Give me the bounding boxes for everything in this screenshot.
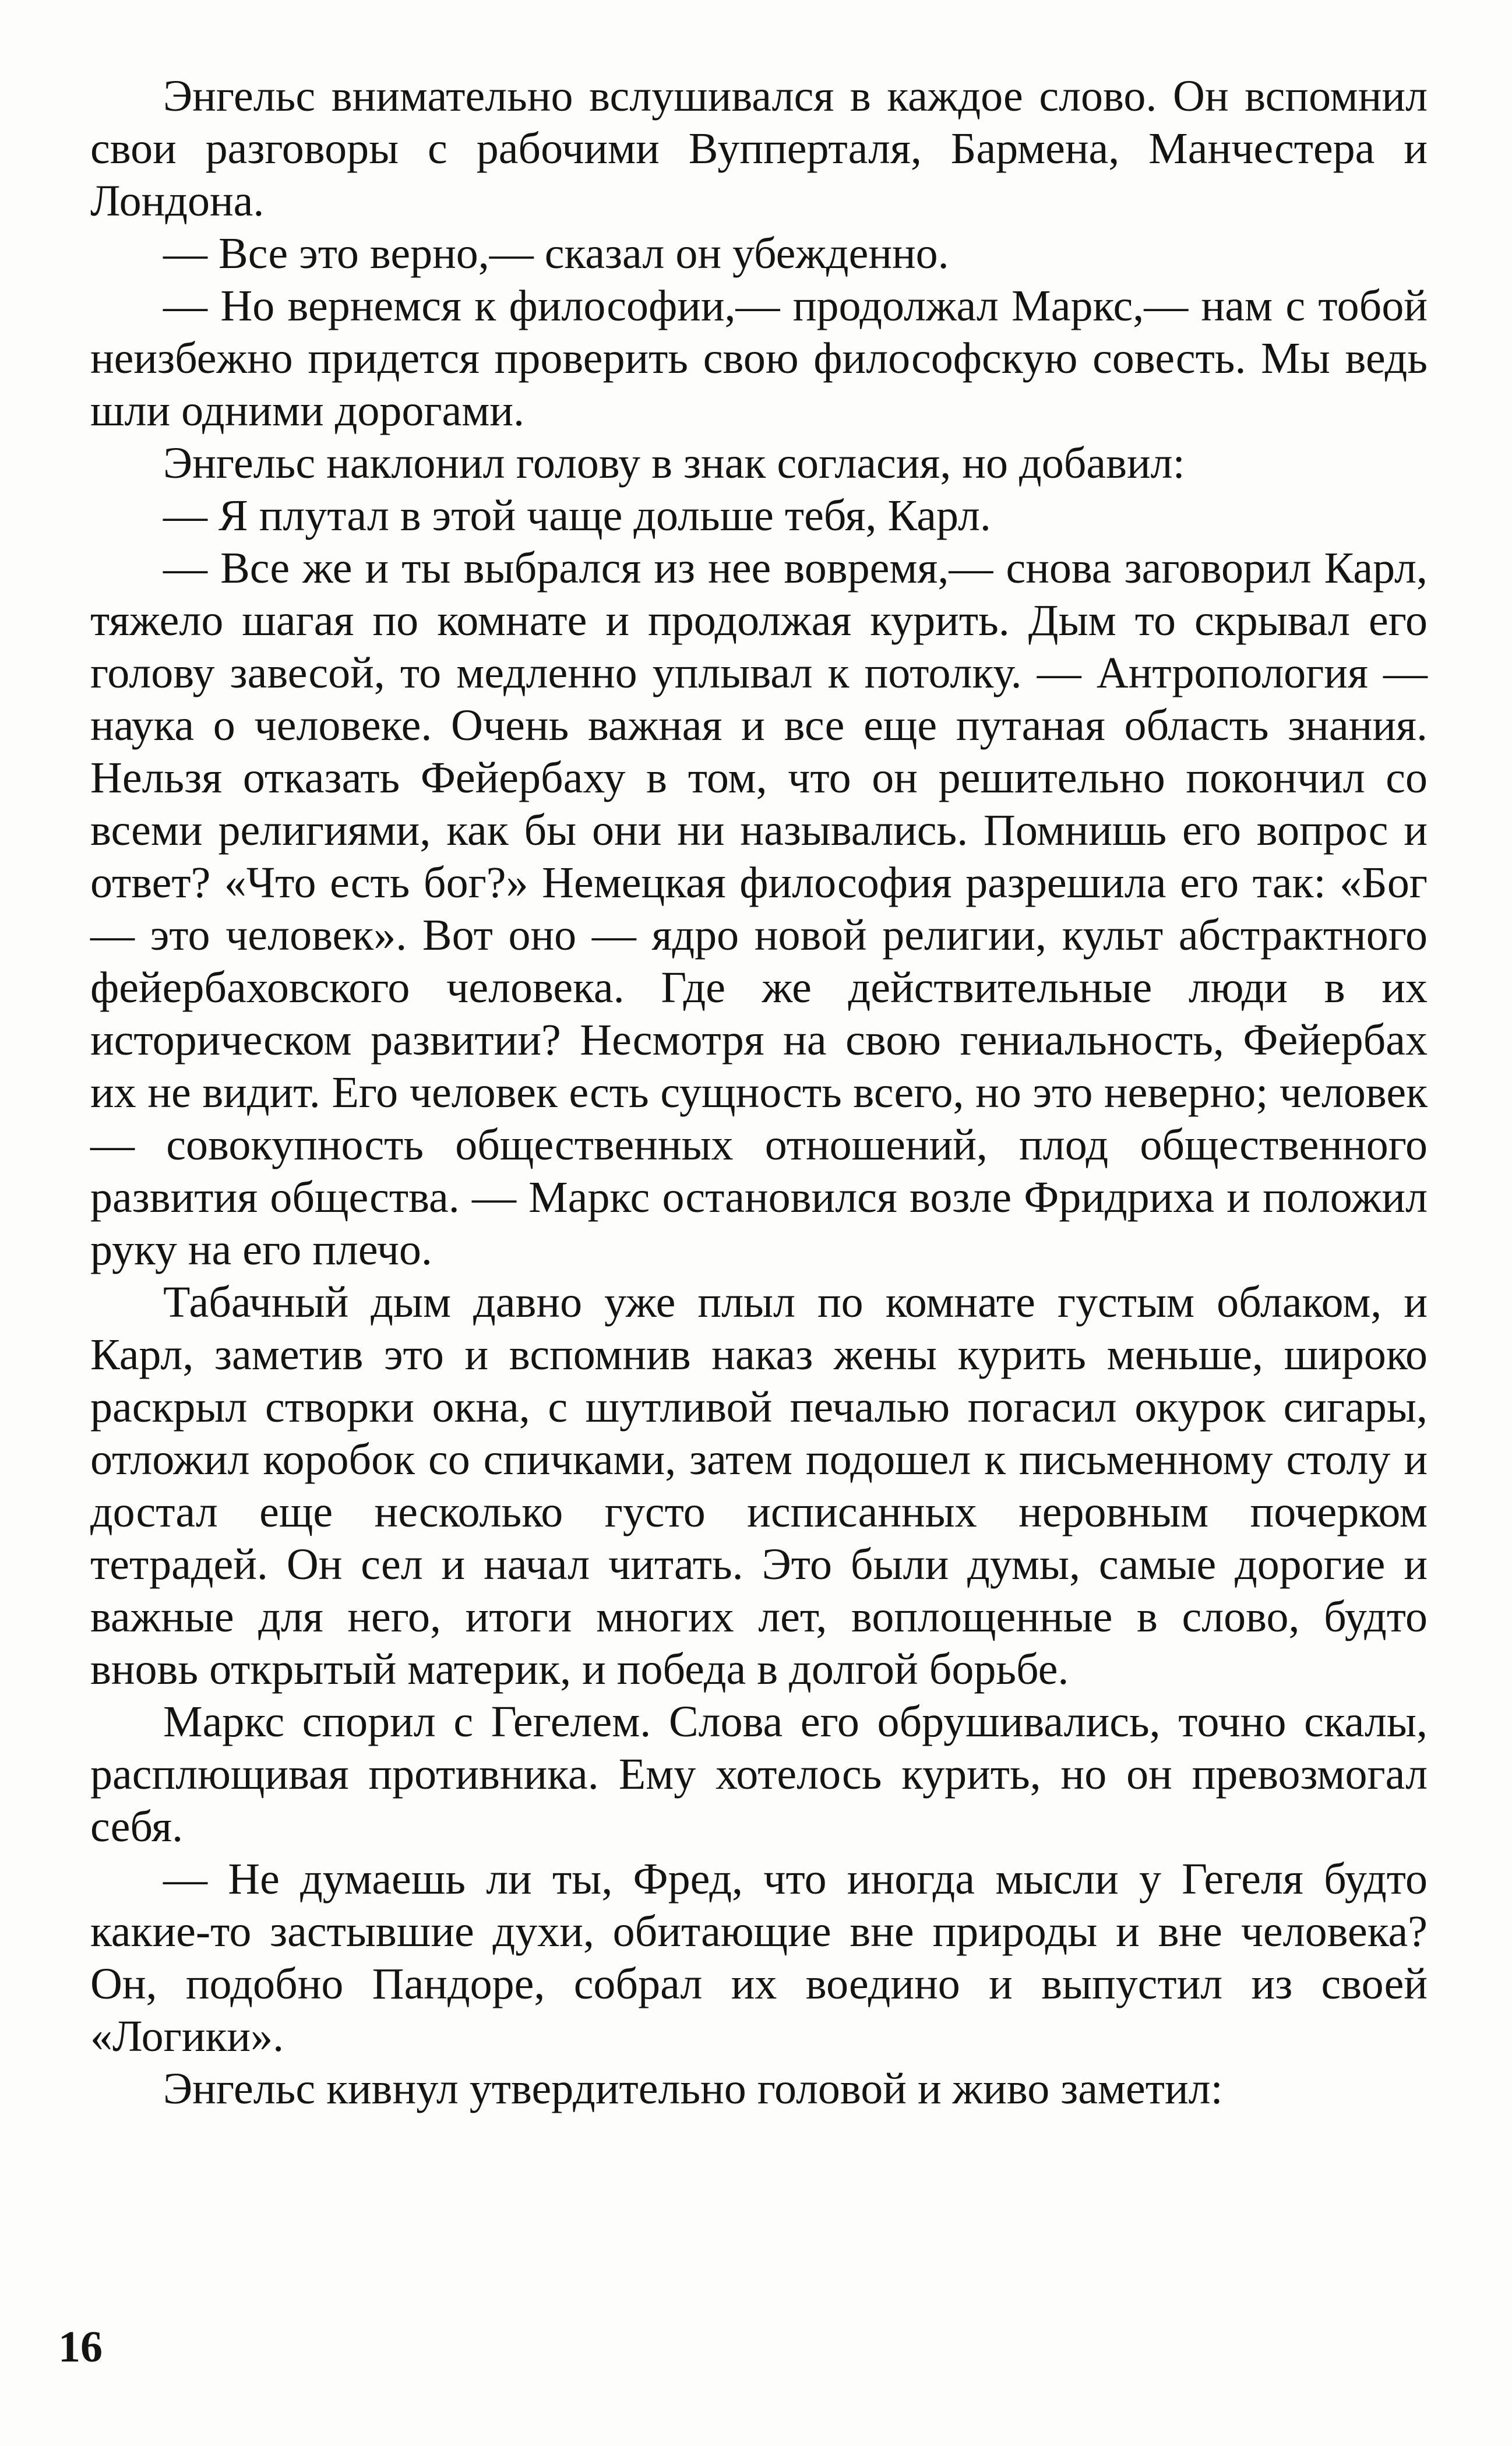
paragraph: Энгельс наклонил голову в знак согласия, но добавил: bbox=[163, 439, 1185, 488]
paragraph: — Я плутал в этой чаще дольше тебя, Карл. bbox=[163, 491, 991, 540]
paragraph: Энгельс кивнул утвердительно головой и живо заметил: bbox=[163, 2064, 1223, 2113]
page-number: 16 bbox=[58, 2322, 103, 2371]
paragraph: — Все это верно,— сказал он убежденно. bbox=[163, 229, 949, 278]
paragraph: — Но вернемся к философии,— продолжал Маркс,— нам с тобой неизбежно придется проверить свою философскую совесть. Мы ведь шли одними дорогами. bbox=[90, 281, 1428, 435]
paragraph: Энгельс внимательно вслушивался в каждое слово. Он вспомнил свои разговоры с рабочими Вупперталя, Бармена, Манчестера и Лондона. bbox=[90, 72, 1428, 225]
paragraph: — Не думаешь ли ты, Фред, что иногда мысли у Гегеля будто какие-то застывшие духи, обитающие вне природы и вне человека? Он, подобно Пандоре, собрал их воедино и выпустил из своей «Логики». bbox=[90, 1855, 1428, 2061]
paragraph: Табачный дым давно уже плыл по комнате густым облаком, и Карл, заметив это и вспомнив наказ жены курить меньше, широко раскрыл створки окна, с шутливой печалью погасил окурок сигары, отложил коробок со спичками, затем подошел к письменному столу и достал еще несколько густо исписанных неровным почерком тетрадей. Он сел и начал читать. Это были думы, самые дорогие и важные для него, итоги многих лет, воплощенные в слово, будто вновь открытый материк, и победа в долгой борьбе. bbox=[90, 1278, 1428, 1694]
body-text bbox=[90, 70, 1428, 2115]
paragraph: — Все же и ты выбрался из нее вовремя,— снова заговорил Карл, тяжело шагая по комнате и продолжая курить. Дым то скрывал его голову завесой, то медленно уплывал к потолку. — Антропология — наука о человеке. Очень важная и все еще путаная область знания. Нельзя отказать Фейербаху в том, что он решительно покончил со всеми религиями, как бы они ни назывались. Помнишь его вопрос и ответ? «Что есть бог?» Немецкая философия разрешила его так: «Бог — это человек». Вот оно — ядро новой религии, культ абстрактного фейербаховского человека. Где же действительные люди в их историческом развитии? Несмотря на свою гениальность, Фейербах их не видит. Его человек есть сущность всего, но это неверно; человек — совокупность общественных отношений, плод общественного развития общества. — Маркс остановился возле Фридриха и положил руку на его плечо. bbox=[90, 544, 1428, 1274]
paragraph: Маркс спорил с Гегелем. Слова его обрушивались, точно скалы, расплющивая противника. Ему хотелось курить, но он превозмогал себя. bbox=[90, 1697, 1428, 1851]
